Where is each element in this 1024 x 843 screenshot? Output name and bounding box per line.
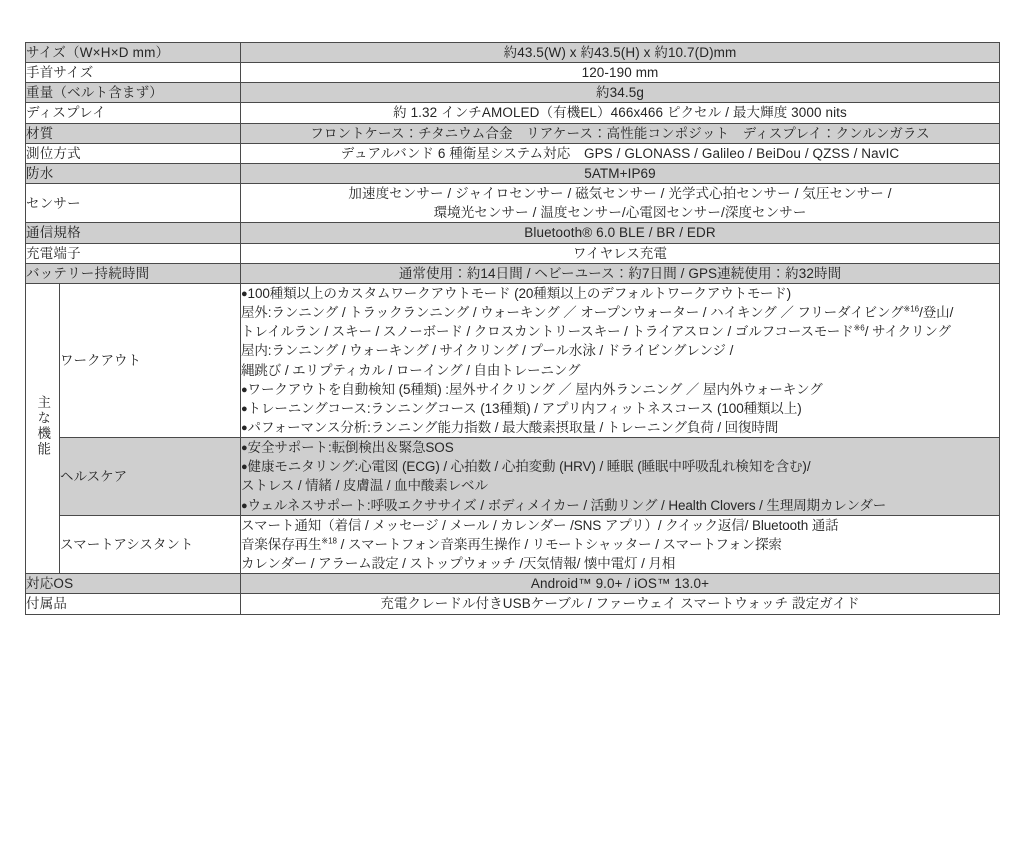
feature-detail-line (241, 341, 999, 360)
footnote-marker: ※16 (903, 304, 920, 314)
feature-detail-list (241, 283, 1000, 437)
spec-label: 付属品 (26, 594, 241, 614)
spec-label: バッテリー持続時間 (26, 263, 241, 283)
feature-detail-text: ワークアウトを自動検知 (5種類) :屋外サイクリング ／ 屋内外ランニング ／ 屋内外ウォーキング (247, 381, 823, 397)
feature-detail-list (241, 438, 1000, 516)
feature-detail-line (241, 496, 999, 515)
spec-value: 5ATM+IP69 (241, 163, 1000, 183)
bullet-icon: ● (241, 421, 248, 434)
feature-detail-line (241, 303, 999, 322)
feature-row (26, 283, 1000, 437)
spec-value: Android™ 9.0+ / iOS™ 13.0+ (241, 574, 1000, 594)
feature-detail-text: 屋内:ランニング / ウォーキング / サイクリング / プール水泳 / ドライビングレンジ / (241, 343, 734, 359)
spec-value: Bluetooth® 6.0 BLE / BR / EDR (241, 223, 1000, 243)
footnote-marker: ※18 (321, 536, 338, 546)
feature-detail-text: 屋外:ランニング / トラックランニング / ウォーキング ／ オープンウォーター / ハイキング ／ フリーダイビング (241, 305, 904, 321)
feature-detail-line (241, 438, 999, 457)
feature-detail-text: カレンダー / アラーム設定 / ストップウォッチ /天気情報/ 懐中電灯 / 月相 (241, 556, 676, 572)
spec-value: 加速度センサー / ジャイロセンサー / 磁気センサー / 光学式心拍センサー / 気圧センサー / 環境光センサー / 温度センサー/心電図センサー/深度センサー (241, 184, 1000, 223)
feature-group-label-text: 主な機能 (35, 394, 51, 457)
specification-table (25, 42, 1000, 615)
feature-detail-text-tail: / サイクリング (864, 324, 951, 340)
feature-row (26, 438, 1000, 516)
bullet-icon: ● (241, 499, 248, 512)
feature-sub-label: ヘルスケア (60, 438, 241, 516)
feature-detail-text: トレーニングコース:ランニングコース (13種類) / アプリ内フィットネスコース (100種類以上) (247, 400, 802, 416)
spec-label: 材質 (26, 123, 241, 143)
feature-detail-line (241, 457, 999, 476)
feature-detail-text: 100種類以上のカスタムワークアウトモード (20種類以上のデフォルトワークアウトモード) (247, 285, 792, 301)
bullet-icon: ● (241, 461, 248, 474)
spec-label: 測位方式 (26, 143, 241, 163)
feature-detail-line (241, 418, 999, 437)
feature-detail-text: ストレス / 情緒 / 皮膚温 / 血中酸素レベル (241, 478, 488, 494)
table-row (26, 184, 1000, 223)
feature-detail-line (241, 284, 999, 303)
feature-detail-line (241, 361, 999, 380)
feature-sub-label: スマートアシスタント (60, 515, 241, 573)
feature-detail-list (241, 515, 1000, 573)
spec-table-body (26, 43, 1000, 615)
feature-detail-line (241, 535, 999, 554)
bullet-icon: ● (241, 442, 248, 455)
feature-detail-text: 縄跳び / エリプティカル / ローイング / 自由トレーニング (241, 362, 581, 378)
feature-detail-line (241, 399, 999, 418)
table-row (26, 263, 1000, 283)
spec-label: 重量（ベルト含まず） (26, 83, 241, 103)
bullet-icon: ● (241, 402, 248, 415)
table-row (26, 103, 1000, 123)
bullet-icon: ● (241, 287, 248, 300)
table-row (26, 594, 1000, 614)
feature-detail-text: 安全サポート:転倒検出＆緊急SOS (247, 440, 454, 456)
spec-value: 約43.5(W) x 約43.5(H) x 約10.7(D)mm (241, 43, 1000, 63)
feature-row (26, 515, 1000, 573)
table-row (26, 574, 1000, 594)
spec-label: 手首サイズ (26, 63, 241, 83)
table-row (26, 43, 1000, 63)
table-row (26, 83, 1000, 103)
table-row (26, 223, 1000, 243)
spec-value: ワイヤレス充電 (241, 243, 1000, 263)
spec-value: フロントケース：チタニウム合金 リアケース：高性能コンポジット ディスプレイ：クンルンガラス (241, 123, 1000, 143)
spec-label: 対応OS (26, 574, 241, 594)
spec-value: 120-190 mm (241, 63, 1000, 83)
feature-detail-text: 健康モニタリング:心電図 (ECG) / 心拍数 / 心拍変動 (HRV) / 睡眠 (睡眠中呼吸乱れ検知を含む)/ (247, 459, 811, 475)
feature-detail-text: 音楽保存再生 (241, 536, 322, 552)
feature-detail-line (241, 476, 999, 495)
feature-detail-line (241, 322, 999, 341)
spec-label: サイズ（W×H×D mm） (26, 43, 241, 63)
feature-detail-text: パフォーマンス分析:ランニング能力指数 / 最大酸素摂取量 / トレーニング負荷 / 回復時間 (247, 419, 779, 435)
table-row (26, 63, 1000, 83)
feature-sub-label: ワークアウト (60, 283, 241, 437)
spec-value: デュアルバンド 6 種衛星システム対応 GPS / GLONASS / Galileo / BeiDou / QZSS / NavIC (241, 143, 1000, 163)
feature-detail-line (241, 516, 999, 535)
feature-detail-text: ウェルネスサポート:呼吸エクササイズ / ボディメイカー / 活動リング / Health Clovers / 生理周期カレンダー (247, 497, 887, 513)
feature-detail-text-tail: /登山/ (919, 305, 954, 321)
feature-detail-text-tail: / スマートフォン音楽再生操作 / リモートシャッター / スマートフォン探索 (337, 536, 782, 552)
feature-detail-line (241, 554, 999, 573)
spec-label: 通信規格 (26, 223, 241, 243)
feature-group-label (26, 283, 60, 573)
spec-value: 約 1.32 インチAMOLED（有機EL）466x466 ピクセル / 最大輝度 3000 nits (241, 103, 1000, 123)
spec-value: 約34.5g (241, 83, 1000, 103)
table-row (26, 143, 1000, 163)
table-row (26, 163, 1000, 183)
spec-label: センサー (26, 184, 241, 223)
spec-label: ディスプレイ (26, 103, 241, 123)
feature-detail-text: トレイルラン / スキー / スノーボード / クロスカントリースキー / トライアスロン / ゴルフコースモード (241, 324, 854, 340)
table-row (26, 243, 1000, 263)
bullet-icon: ● (241, 383, 248, 396)
footnote-marker: ※6 (853, 323, 865, 333)
feature-detail-text: スマート通知（着信 / メッセージ / メール / カレンダー /SNS アプリ）/ クイック返信/ Bluetooth 通話 (241, 517, 839, 533)
table-row (26, 123, 1000, 143)
spec-label: 防水 (26, 163, 241, 183)
spec-label: 充電端子 (26, 243, 241, 263)
spec-value: 充電クレードル付きUSBケーブル / ファーウェイ スマートウォッチ 設定ガイド (241, 594, 1000, 614)
feature-detail-line (241, 380, 999, 399)
spec-value: 通常使用：約14日間 / ヘビーユース：約7日間 / GPS連続使用：約32時間 (241, 263, 1000, 283)
